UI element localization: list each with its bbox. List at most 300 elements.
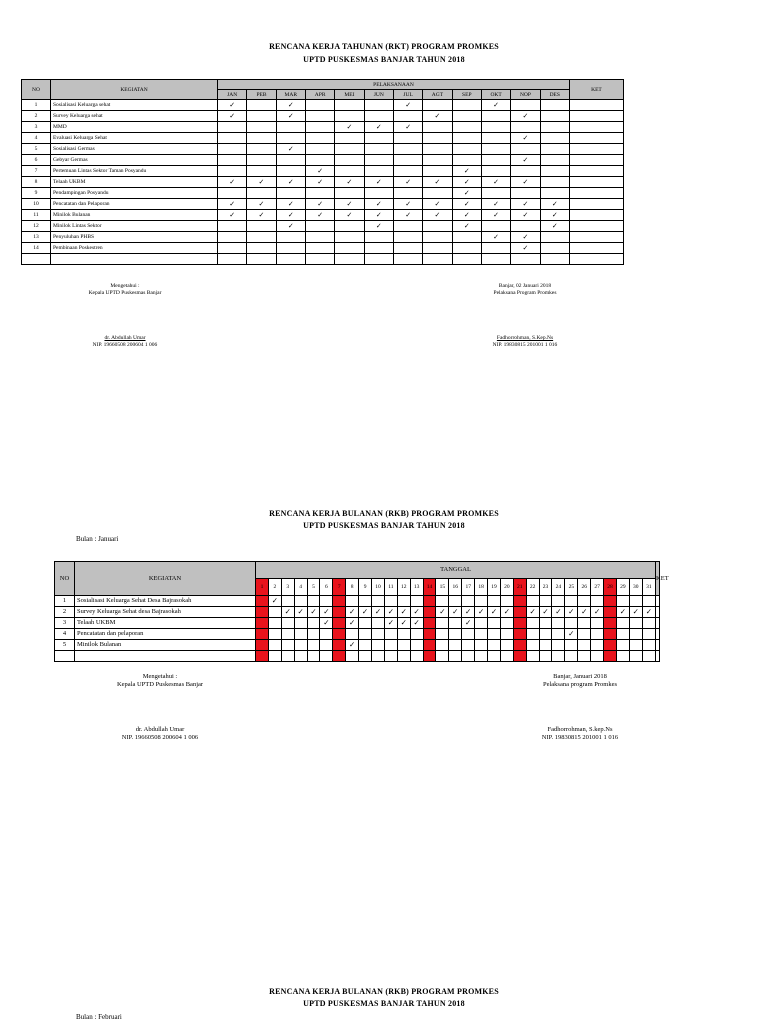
empty-cell <box>393 221 422 232</box>
rkt-row-no: 10 <box>22 199 51 210</box>
empty-cell <box>307 618 320 629</box>
rkt-row-kegiatan: Pembinaan Poskestren <box>51 243 218 254</box>
empty-cell <box>475 640 488 651</box>
holiday-cell <box>423 640 436 651</box>
empty-cell <box>393 254 422 265</box>
rkb-day-header: 20 <box>500 579 513 596</box>
empty-cell <box>305 111 334 122</box>
check-mark: ✓ <box>540 210 569 221</box>
rkb-day-header: 31 <box>642 579 655 596</box>
rkb-row-ket <box>656 629 660 640</box>
empty-cell <box>511 221 540 232</box>
empty-cell <box>410 651 423 662</box>
rkb-jan-sign-left-line1: Mengetahui : <box>142 673 178 680</box>
empty-cell <box>565 640 578 651</box>
check-mark: ✓ <box>452 177 481 188</box>
check-mark: ✓ <box>511 232 540 243</box>
empty-cell <box>281 651 294 662</box>
holiday-cell <box>423 607 436 618</box>
empty-cell <box>305 254 334 265</box>
rkt-row <box>22 122 624 133</box>
empty-cell <box>294 651 307 662</box>
holiday-cell <box>604 596 617 607</box>
rkt-header-no: NO <box>22 80 51 100</box>
empty-cell <box>247 221 276 232</box>
empty-cell <box>481 243 510 254</box>
rkb-jan-sign-left-line2: Kepala UPTD Puskesmas Banjar <box>116 681 204 688</box>
rkb-row <box>55 640 660 651</box>
check-mark: ✓ <box>393 199 422 210</box>
empty-cell <box>247 155 276 166</box>
empty-cell <box>393 166 422 177</box>
empty-cell <box>526 618 539 629</box>
holiday-cell <box>513 651 526 662</box>
check-mark: ✓ <box>423 177 452 188</box>
check-mark: ✓ <box>511 210 540 221</box>
empty-cell <box>335 100 364 111</box>
empty-cell <box>591 651 604 662</box>
holiday-cell <box>513 640 526 651</box>
empty-cell <box>397 596 410 607</box>
rkt-row-ket <box>569 122 623 133</box>
empty-cell <box>552 618 565 629</box>
check-mark: ✓ <box>500 607 513 618</box>
rkt-row-no: 6 <box>22 155 51 166</box>
empty-cell <box>247 133 276 144</box>
empty-cell <box>462 629 475 640</box>
rkt-row-ket <box>569 111 623 122</box>
check-mark: ✓ <box>364 199 393 210</box>
rkt-row-kegiatan: Gebyar Germas <box>51 155 218 166</box>
rkb-row <box>55 629 660 640</box>
rkt-row-no: 2 <box>22 111 51 122</box>
check-mark: ✓ <box>346 607 359 618</box>
empty-cell <box>397 640 410 651</box>
rkb-day-header: 28 <box>604 579 617 596</box>
empty-cell <box>540 166 569 177</box>
holiday-cell <box>256 607 269 618</box>
empty-cell <box>364 243 393 254</box>
holiday-cell <box>256 640 269 651</box>
rkb-header-no: NO <box>55 562 75 596</box>
rkb-row-kegiatan: Minilok Bulanan <box>75 640 256 651</box>
rkt-sign-right-line1: Banjar, 02 Januari 2018 <box>498 283 552 289</box>
check-mark: ✓ <box>410 618 423 629</box>
rkb-day-header: 10 <box>372 579 385 596</box>
empty-cell <box>359 596 372 607</box>
empty-cell <box>511 254 540 265</box>
empty-cell <box>218 166 247 177</box>
rkt-row <box>22 232 624 243</box>
rkt-row <box>22 210 624 221</box>
empty-cell <box>452 243 481 254</box>
rkb-day-header: 9 <box>359 579 372 596</box>
check-mark: ✓ <box>462 607 475 618</box>
empty-cell <box>247 232 276 243</box>
rkt-month-header: NOP <box>511 90 540 100</box>
check-mark: ✓ <box>481 232 510 243</box>
check-mark: ✓ <box>393 100 422 111</box>
check-mark: ✓ <box>462 618 475 629</box>
holiday-cell <box>256 596 269 607</box>
empty-cell <box>616 629 629 640</box>
holiday-cell <box>423 629 436 640</box>
empty-cell <box>307 651 320 662</box>
holiday-cell <box>423 596 436 607</box>
empty-cell <box>218 254 247 265</box>
check-mark: ✓ <box>247 177 276 188</box>
rkt-row <box>22 144 624 155</box>
empty-cell <box>481 166 510 177</box>
rkb-row-kegiatan: Survey Keluarga Sehat desa Bajrasokah <box>75 607 256 618</box>
empty-cell <box>294 596 307 607</box>
check-mark: ✓ <box>335 199 364 210</box>
empty-cell <box>305 133 334 144</box>
rkb-row-kegiatan: Telaah UKBM <box>75 618 256 629</box>
rkb-day-header: 14 <box>423 579 436 596</box>
empty-cell <box>384 640 397 651</box>
empty-cell <box>372 629 385 640</box>
rkt-row-kegiatan: Pertemuan Lintas Sektor Taman Posyandu <box>51 166 218 177</box>
empty-cell <box>488 618 501 629</box>
empty-cell <box>335 133 364 144</box>
empty-cell <box>364 133 393 144</box>
empty-cell <box>475 596 488 607</box>
rkt-sign-right <box>455 283 595 349</box>
empty-cell <box>511 188 540 199</box>
empty-cell <box>393 111 422 122</box>
check-mark: ✓ <box>276 199 305 210</box>
check-mark: ✓ <box>423 210 452 221</box>
empty-cell <box>481 254 510 265</box>
empty-cell <box>268 618 281 629</box>
rkt-sign-right-nip: NIP. 19830815 201001 1 016 <box>492 342 558 348</box>
empty-cell <box>481 133 510 144</box>
rkt-month-header: AGT <box>423 90 452 100</box>
empty-cell <box>410 596 423 607</box>
rkb-jan-sign-left-nip: NIP. 19660508 200604 1 006 <box>121 734 199 741</box>
empty-cell <box>247 111 276 122</box>
empty-cell <box>578 640 591 651</box>
empty-cell <box>423 122 452 133</box>
empty-cell <box>320 651 333 662</box>
rkb-row <box>55 618 660 629</box>
empty-cell <box>305 188 334 199</box>
empty-cell <box>364 166 393 177</box>
empty-cell <box>372 596 385 607</box>
empty-cell <box>616 596 629 607</box>
empty-cell <box>384 629 397 640</box>
check-mark: ✓ <box>305 199 334 210</box>
check-mark: ✓ <box>511 199 540 210</box>
empty-cell <box>364 155 393 166</box>
check-mark: ✓ <box>481 177 510 188</box>
rkt-row <box>22 188 624 199</box>
empty-cell <box>552 629 565 640</box>
rkt-row-kegiatan <box>51 254 218 265</box>
rkt-month-header: JAN <box>218 90 247 100</box>
empty-cell <box>452 122 481 133</box>
check-mark: ✓ <box>247 199 276 210</box>
empty-cell <box>452 155 481 166</box>
rkb-day-header: 15 <box>436 579 449 596</box>
rkt-row-ket <box>569 144 623 155</box>
holiday-cell <box>256 618 269 629</box>
empty-cell <box>359 640 372 651</box>
check-mark: ✓ <box>436 607 449 618</box>
check-mark: ✓ <box>481 100 510 111</box>
rkb-row-no: 1 <box>55 596 75 607</box>
empty-cell <box>540 155 569 166</box>
empty-cell <box>540 133 569 144</box>
check-mark: ✓ <box>281 607 294 618</box>
empty-cell <box>591 629 604 640</box>
check-mark: ✓ <box>276 221 305 232</box>
rkb-day-header: 11 <box>384 579 397 596</box>
empty-cell <box>346 651 359 662</box>
empty-cell <box>393 144 422 155</box>
empty-cell <box>552 640 565 651</box>
empty-cell <box>565 596 578 607</box>
rkt-row-kegiatan: Sosialisasi Germas <box>51 144 218 155</box>
check-mark: ✓ <box>511 155 540 166</box>
empty-cell <box>276 133 305 144</box>
empty-cell <box>423 188 452 199</box>
empty-cell <box>335 144 364 155</box>
rkt-header-pelaksanaan: PELAKSANAAN <box>218 80 570 90</box>
rkt-row-ket <box>569 188 623 199</box>
empty-cell <box>320 596 333 607</box>
holiday-cell <box>513 596 526 607</box>
check-mark: ✓ <box>423 111 452 122</box>
empty-cell <box>449 629 462 640</box>
rkt-sign-left-name: dr. Abdullah Umar <box>104 335 146 341</box>
rkb-feb-bulan: Bulan : Februari <box>76 1013 122 1021</box>
rkb-row <box>55 607 660 618</box>
rkb-row-ket <box>656 618 660 629</box>
empty-cell <box>629 640 642 651</box>
check-mark: ✓ <box>410 607 423 618</box>
rkt-row <box>22 100 624 111</box>
empty-cell <box>384 596 397 607</box>
empty-cell <box>500 596 513 607</box>
check-mark: ✓ <box>552 607 565 618</box>
empty-cell <box>475 629 488 640</box>
empty-cell <box>578 629 591 640</box>
empty-cell <box>247 188 276 199</box>
empty-cell <box>320 629 333 640</box>
check-mark: ✓ <box>488 607 501 618</box>
rkb-day-header: 29 <box>616 579 629 596</box>
empty-cell <box>481 122 510 133</box>
rkt-row-ket <box>569 243 623 254</box>
empty-cell <box>393 155 422 166</box>
check-mark: ✓ <box>591 607 604 618</box>
empty-cell <box>539 618 552 629</box>
check-mark: ✓ <box>276 111 305 122</box>
empty-cell <box>218 188 247 199</box>
rkt-month-header: PEB <box>247 90 276 100</box>
rkt-month-header: JUL <box>393 90 422 100</box>
empty-cell <box>393 188 422 199</box>
empty-cell <box>320 640 333 651</box>
rkt-row <box>22 166 624 177</box>
empty-cell <box>335 166 364 177</box>
rkb-day-header: 21 <box>513 579 526 596</box>
check-mark: ✓ <box>511 133 540 144</box>
empty-cell <box>276 232 305 243</box>
check-mark: ✓ <box>346 640 359 651</box>
rkb-day-header: 1 <box>256 579 269 596</box>
check-mark: ✓ <box>616 607 629 618</box>
empty-cell <box>552 651 565 662</box>
empty-cell <box>452 111 481 122</box>
empty-cell <box>452 144 481 155</box>
empty-cell <box>540 188 569 199</box>
rkt-table <box>21 79 624 265</box>
rkb-row <box>55 651 660 662</box>
rkt-row <box>22 133 624 144</box>
empty-cell <box>481 144 510 155</box>
rkt-month-header: SEP <box>452 90 481 100</box>
rkt-month-header: APR <box>305 90 334 100</box>
check-mark: ✓ <box>511 177 540 188</box>
holiday-cell <box>513 629 526 640</box>
empty-cell <box>281 618 294 629</box>
empty-cell <box>565 651 578 662</box>
empty-cell <box>578 651 591 662</box>
holiday-cell <box>256 629 269 640</box>
rkt-month-header: JUN <box>364 90 393 100</box>
empty-cell <box>452 133 481 144</box>
empty-cell <box>629 596 642 607</box>
rkb-day-header: 19 <box>488 579 501 596</box>
rkt-row-kegiatan: Minilok Lintas Sektor <box>51 221 218 232</box>
empty-cell <box>281 640 294 651</box>
check-mark: ✓ <box>364 221 393 232</box>
empty-cell <box>276 243 305 254</box>
holiday-cell <box>333 640 346 651</box>
rkt-sign-left <box>55 283 195 349</box>
check-mark: ✓ <box>218 199 247 210</box>
check-mark: ✓ <box>452 166 481 177</box>
rkt-row-ket <box>569 221 623 232</box>
check-mark: ✓ <box>481 210 510 221</box>
empty-cell <box>393 232 422 243</box>
empty-cell <box>247 122 276 133</box>
empty-cell <box>423 232 452 243</box>
empty-cell <box>364 188 393 199</box>
rkb-row-no: 2 <box>55 607 75 618</box>
rkb-header-tanggal: TANGGAL <box>256 562 656 579</box>
rkt-row-no: 13 <box>22 232 51 243</box>
empty-cell <box>247 144 276 155</box>
check-mark: ✓ <box>305 210 334 221</box>
check-mark: ✓ <box>452 210 481 221</box>
rkt-sign-left-line2: Kepala UPTD Puskesmas Banjar <box>88 290 162 296</box>
empty-cell <box>335 155 364 166</box>
rkt-row-no: 4 <box>22 133 51 144</box>
empty-cell <box>642 596 655 607</box>
empty-cell <box>364 100 393 111</box>
empty-cell <box>423 254 452 265</box>
empty-cell <box>475 651 488 662</box>
empty-cell <box>359 629 372 640</box>
empty-cell <box>359 651 372 662</box>
rkb-day-header: 3 <box>281 579 294 596</box>
empty-cell <box>540 254 569 265</box>
empty-cell <box>526 629 539 640</box>
empty-cell <box>540 122 569 133</box>
check-mark: ✓ <box>481 199 510 210</box>
holiday-cell <box>513 607 526 618</box>
holiday-cell <box>604 640 617 651</box>
empty-cell <box>294 618 307 629</box>
check-mark: ✓ <box>393 177 422 188</box>
check-mark: ✓ <box>276 100 305 111</box>
check-mark: ✓ <box>423 199 452 210</box>
empty-cell <box>539 640 552 651</box>
empty-cell <box>372 640 385 651</box>
rkb-day-header: 30 <box>629 579 642 596</box>
rkt-row-ket <box>569 155 623 166</box>
rkb-day-header: 13 <box>410 579 423 596</box>
empty-cell <box>305 155 334 166</box>
rkt-row-ket <box>569 210 623 221</box>
check-mark: ✓ <box>305 166 334 177</box>
empty-cell <box>410 629 423 640</box>
check-mark: ✓ <box>364 177 393 188</box>
rkb-row <box>55 596 660 607</box>
rkt-row <box>22 111 624 122</box>
empty-cell <box>500 618 513 629</box>
rkb-jan-subtitle: UPTD PUSKESMAS BANJAR TAHUN 2018 <box>303 521 465 530</box>
rkt-row-no: 14 <box>22 243 51 254</box>
empty-cell <box>488 596 501 607</box>
rkt-row-no: 5 <box>22 144 51 155</box>
check-mark: ✓ <box>629 607 642 618</box>
rkb-row-ket <box>656 596 660 607</box>
rkb-feb-subtitle: UPTD PUSKESMAS BANJAR TAHUN 2018 <box>303 999 465 1008</box>
empty-cell <box>629 618 642 629</box>
check-mark: ✓ <box>294 607 307 618</box>
empty-cell <box>481 111 510 122</box>
empty-cell <box>268 629 281 640</box>
check-mark: ✓ <box>540 199 569 210</box>
rkb-row-ket <box>656 651 660 662</box>
empty-cell <box>218 155 247 166</box>
rkt-subtitle: UPTD PUSKESMAS BANJAR TAHUN 2018 <box>303 55 465 64</box>
rkb-row-no: 5 <box>55 640 75 651</box>
empty-cell <box>481 188 510 199</box>
check-mark: ✓ <box>335 122 364 133</box>
empty-cell <box>526 596 539 607</box>
empty-cell <box>305 243 334 254</box>
check-mark: ✓ <box>364 210 393 221</box>
rkb-day-header: 26 <box>578 579 591 596</box>
empty-cell <box>305 221 334 232</box>
rkt-row <box>22 155 624 166</box>
empty-cell <box>346 629 359 640</box>
check-mark: ✓ <box>335 210 364 221</box>
rkt-row-no: 8 <box>22 177 51 188</box>
empty-cell <box>268 607 281 618</box>
empty-cell <box>346 596 359 607</box>
rkt-sign-left-nip: NIP. 19660508 200604 1 006 <box>92 342 158 348</box>
empty-cell <box>247 254 276 265</box>
holiday-cell <box>333 629 346 640</box>
empty-cell <box>642 651 655 662</box>
